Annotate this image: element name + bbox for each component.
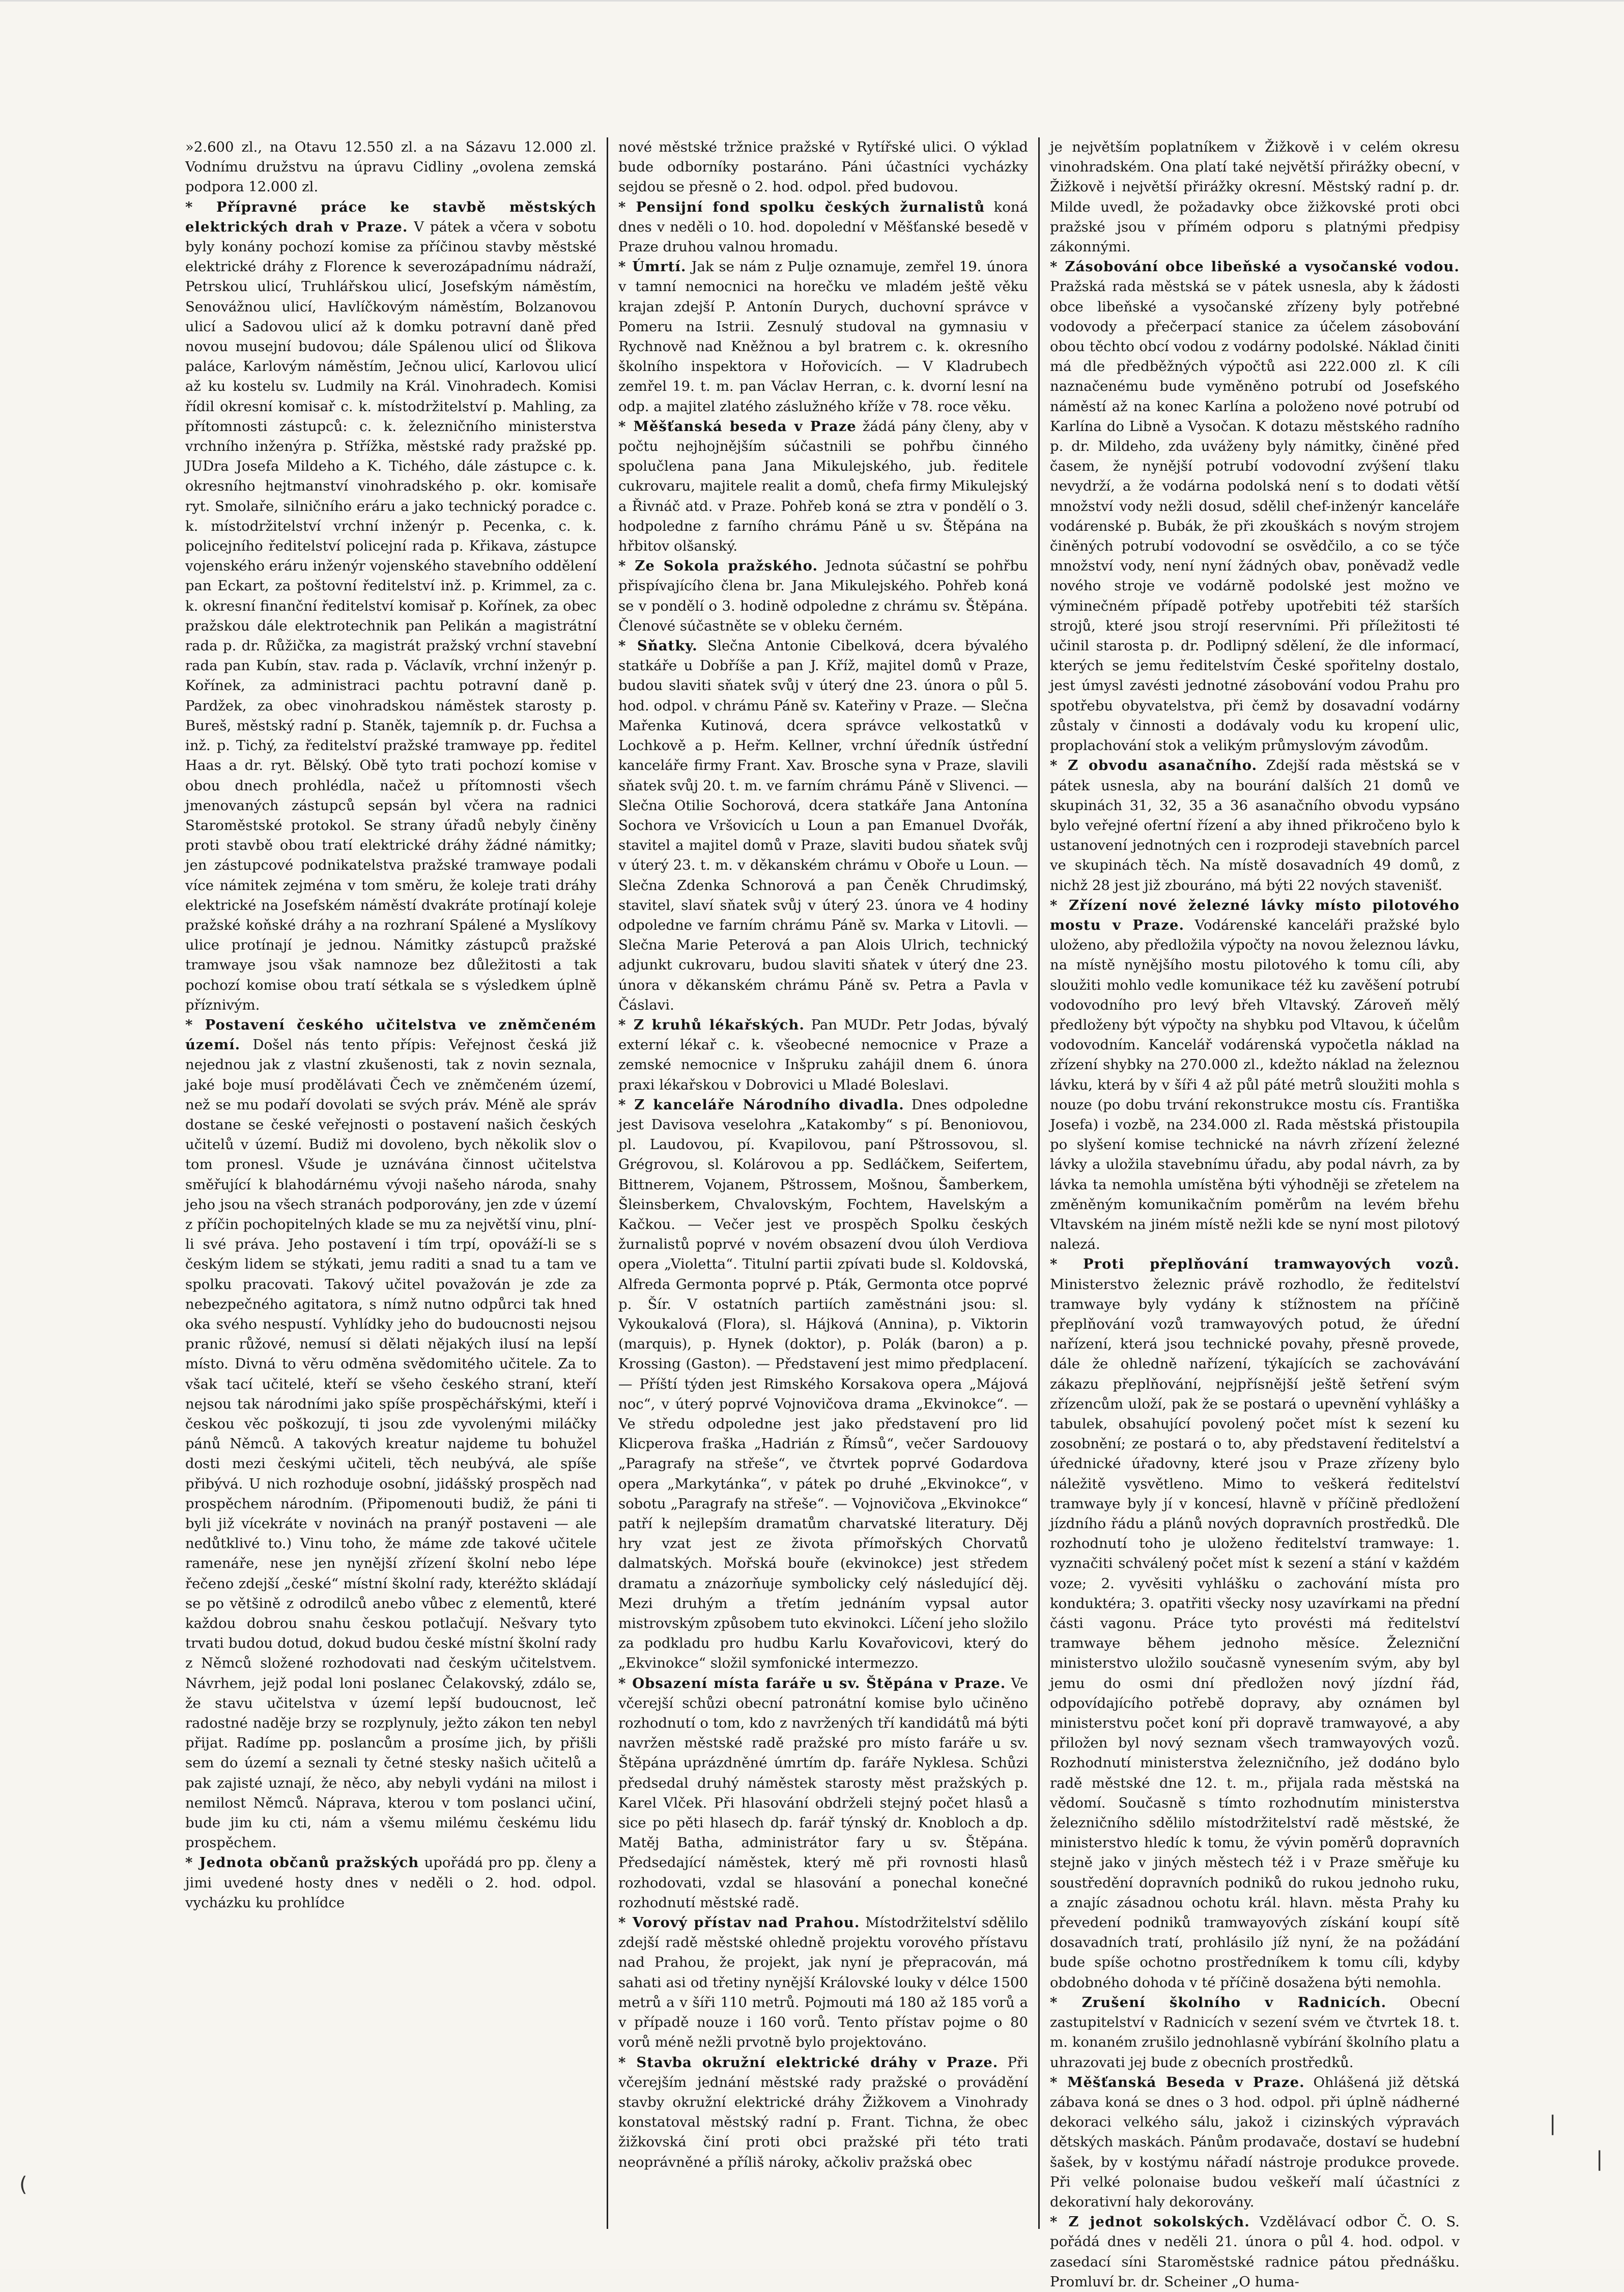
article-heading: * Jednota občanů pražských [185,1854,419,1871]
article-heading: * Zásobování obce libeňské a vysočanské vodou. [1050,259,1460,275]
article-heading: * Postavení českého učitelstva ve zněmčeném území. [185,1016,596,1053]
article-text: Jednota súčastní se pohřbu přispívajícího člena br. Jana Mikulejského. Pohřeb koná se v pondělí o 3. hodině odpoledne z chrámu sv. Štěpána. Členové súčastněte se v obleku černém. [618,558,1029,634]
article-heading: * Proti přeplňování tramwayových vozů. [1050,1256,1460,1273]
article-paragraph [618,197,1028,257]
article-text: Došel nás tento přípis: Veřejnost česká již nejednou jak z vlastní zkušenosti, tak z novin seznala, jaké boje musí prodělávati Čech ve zněmčeném území, než se mu podaří dovolati se svých práv. Méně ale správ dostane se české veřejnosti o postavení našich českých učitelů v území. Budiž mi dovoleno, bych několik slov o tom pronesl. Všude je uznávána činnost učitelstva směřující k blahodárnému vývoji našeho národa, snahy jeho jsou na všech stranách podporovány, jen zde v území z příčin pochopitelných klade se mu za největší vinu, plní-li své práva. Jeho postavení i tím trpí, opováží-li se s českým lidem se stýkati, jemu raditi a snad tu a tam ve spolku pracovati. Takový učitel považován je zde za nebezpečného agitatora, s nímž nutno odpůrci tak hned oka svého nespustí. Vyhlídky jeho do budoucnosti nejsou pranic růžové, nemusí si dělati nějakých ilusí na lepší místo. Divná to věru odměna svědomitého učitele. Za to však tací učitelé, kteří se všeho českého straní, kteří nejsou tak národními jako spíše prospěchářskými, kteří i českou věc poškozují, ti jsou zde vyvolenými miláčky pánů Němců. A takových kreatur najdeme tu bohužel dosti mezi českými učiteli, těch neubývá, ale spíše přibývá. U nich rozhoduje osobní, jidášský prospěch nad prospěchem národním. (Připomenouti budiž, že páni ti byli již vícekráte v novinách na pranýř postaveni — ale nedůtklivé to.) Vinu toho, že máme zde takové učitele ramenáře, nese jen nynější zřízení školní nebo lépe řečeno zdejší „české“ místní školní rady, kteréžto skládají se po většině z odrodilců anebo vůbec z elementů, které každou dobrou snahu českou potlačují. Nešvary tyto trvati budou dotud, dokud budou české místní školní rady z Němců složené rozhodovati nad českým učitelstvem. Návrhem, jejž podal loni poslanec Čelakovský, zdálo se, že stavu učitelstva v území lepší budoucnost, leč radostné naděje brzy se rozplynuly, ježto zákon ten nebyl přijat. Radíme pp. poslancům a prosíme jich, by přišli sem do území a seznali ty četné stesky našich učitelů a pak zajisté uznají, že něco, aby nebyli vydáni na milost i nemilost Němců. Náprava, kterou v tom poslanci učiní, bude jim ku cti, nám a všemu milému českému lidu prospěchem. [185,1037,596,1851]
article-heading: * Z obvodu asanačního. [1050,757,1258,774]
article-text: Pan MUDr. Petr Jodas, bývalý externí lékař c. k. všeobecné nemocnice v Praze a zemské nemocnice v Inšpruku zahájil dnem 6. února praxi lékařskou v Dobrovici u Mladé Boleslavi. [618,1016,1028,1093]
article-text: koná dnes v neděli o 10. hod. dopolední v Měšťanské besedě v Praze druhou valnou hromadu. [618,198,1028,255]
article-paragraph [1050,896,1460,1255]
article-paragraph [618,1913,1028,2052]
article-text: Vodárenské kanceláři pražské bylo uloženo, aby předložila výpočty na novou železnou lávku, na místě nynějšího mostu pilotového k tomu cíli, aby sloužiti mohlo vedle komunikace též ku zavěšení potrubí vodovodního pro levý břeh Vltavský. Zároveň mělý předloženy být výpočty na shybku pod Vltavou, k účelům vodovodním. Kancelář vodárenská vypočetla náklad na zřízení shybky na 270.000 zl., kdežto náklad na železnou lávku, která by v šíři 4 až půl páté metrů sloužiti mohla s nouze (po dobu trvání rekonstrukce mostu cís. Františka Josefa) i vozbě, na 234.000 zl. Rada městská přistoupila po slyšení komise technické na návrh zřízení železné lávky a uložila stavebnímu úřadu, aby podal návrh, za by lávka ta nemohla umístěna býti výhodněji se zřetelem na změněným komunikačním poměrům na levém břehu Vltavském na jiném místě nežli kde se nyní most pilotový nalezá. [1050,916,1460,1253]
article-paragraph [1050,2212,1460,2292]
article-text: Místodržitelství sdělilo zdejší radě městské ohledně projektu vorového přístavu nad Prahou, že projekt, jak nyní je přepracován, má sahati asi od třetiny nynější Královské louky v délce 1500 metrů a v šíři 110 metrů. Pojmouti má 180 až 185 vorů a v případě nouze i 160 vorů. Tento přístav pojme o 80 vorů méně nežli prvotně bylo projektováno. [618,1914,1028,2051]
article-paragraph [1050,1254,1460,1993]
article-paragraph [1050,137,1460,257]
article-paragraph [1050,257,1460,756]
article-text: Při včerejším jednání městské rady pražské o provádění stavby okružní elektrické dráhy Žižkovem a Vinohrady konstatoval městský radní p. Frant. Tichna, že obec žižkovská činí proti obci pražské při této trati neoprávněné a příliš nároky, ačkoliv pražská obec [618,2054,1028,2170]
article-paragraph [618,257,1028,417]
article-paragraph [185,197,596,1015]
article-text: Ve včerejší schůzi obecní patronátní komise bylo učiněno rozhodnutí o tom, kdo z navržených tří kandidátů má býti navržen městské radě pražské pro místo faráře u sv. Štěpána uprázdněné úmrtím dp. faráře Nyklesa. Schůzi předsedal druhý náměstek starosty měst pražských p. Karel Vlček. Při hlasování obdrželi stejný počet hlasů a sice po pěti hlasech dp. farář týnský dr. Knobloch a dp. Matěj Batha, administrátor fary u sv. Štěpána. Předsedající náměstek, který mě při rovnosti hlasů rozhodovati, vzdal se hlasování a ponechal konečné rozhodnutí městské radě. [618,1675,1028,1911]
article-text: je největším poplatníkem v Žižkově i v celém okresu vinohradském. Ona platí také největší přirážky obecní, v Žižkově i největší přirážky okresní. Městský radní p. dr. Milde uvedl, že požadavky obce žižkovské proti obci pražské jsou v přímém odporu s platnými předpisy zákonnými. [1050,139,1460,255]
article-heading: * Přípravné práce ke stavbě městských elektrických drah v Praze. [185,198,596,235]
page-edge [0,0,1624,2]
article-paragraph [618,556,1028,636]
article-text: Pražská rada městská se v pátek usnesla, aby k žádosti obce libeňské a vysočanské zřízeny byly potřebné vodovody a přečerpací stanice za účelem zásobování obou těchto obcí vodou z vodárny podolské. Náklad činiti má dle předběžných výpočtů asi 222.000 zl. K cíli naznačenému bude vyměněno potrubí od Josefského náměstí až na konec Karlína a položeno nové potrubí od Karlína do Libně a Vysočan. K dotazu městského radního p. dr. Mildeho, zda uváženy byly námitky, činěné před časem, že nynější potrubí vodovodní zvýšení tlaku nevydrží, a že vodárna podolská není s to dodati větší množství vody nežli dosud, sdělil chef-inženýr kanceláře vodárenské p. Bubák, že při zkouškách s novým strojem činěných potrubí vodovodní se osvědčilo, a co se týče množství vody, není nyní žádných obav, poněvadž vedle nového stroje ve vodárně podolské jest možno ve výminečném případě potřeby upotřebiti též starších strojů, které jsou strojí reservními. Při příležitosti té učinil starosta p. dr. Podlipný sdělení, že dle informací, kterých se jemu ředitelstvím České spořitelny dostalo, jest úmysl zavésti jednotné zásobování vodou Prahu pro spotřebu obyvatelstva, při čemž by dosavadní vodárny zůstaly v činnosti a dodávaly vodu ku kropení ulic, proplachování stok a velikým průmyslovým závodům. [1050,278,1460,754]
margin-mark-right: | [1549,2112,1556,2135]
article-heading: * Měšťanská beseda v Praze [618,418,857,435]
article-heading: * Stavba okružní elektrické dráhy v Praze. [618,2054,999,2071]
margin-mark-left: ( [19,2173,27,2196]
article-text: Vzdělávací odbor Č. O. S. pořádá dnes v neděli 21. února o půl 4. hod. odpol. v zasedací síni Staroměstské radnice pátou přednášku. Promluví br. dr. Scheiner „O huma- [1050,2214,1460,2290]
article-paragraph [618,636,1028,1015]
article-heading: * Z kruhů lékařských. [618,1016,805,1033]
article-heading: * Z jednot sokolských. [1050,2214,1250,2230]
article-paragraph [1050,2073,1460,2212]
text-columns [175,137,1470,2290]
column-1 [175,137,607,2229]
article-heading: * Pensijní fond spolku českých žurnalistů [618,198,985,215]
article-text: žádá pány členy, aby v počtu nejhojnějším súčastnili se pohřbu činného spolučlena pana Jana Mikulejského, jub. ředitele cukrovaru, majitele realit a domů, chefa firmy Mikulejský a Řivnáč atd. v Praze. Pohřeb koná se ztra v pondělí o 3. hodpoledne z farního chrámu Páně u sv. Štěpána na hřbitov olšanský. [618,418,1029,555]
article-paragraph [618,2053,1028,2172]
article-text: Ohlášená již dětská zábava koná se dnes o 3 hod. odpol. při úplně nádherné dekoraci velkého sálu, jakož i cizinských výpravách dětských maskách. Pánům prodavače, dostaví se hudební šašek, by v kostýmu nářadí nástroje produkce provede. Při velké polonaise budou veškeří malí účastníci z dekorativní haly dekorovány. [1050,2074,1460,2210]
article-heading: * Obsazení místa faráře u sv. Štěpána v Praze. [618,1675,1006,1692]
article-text: Zdejší rada městská se v pátek usnesla, aby na bourání dalších 21 domů ve skupinách 31, 32, 35 a 36 asanačního obvodu vypsáno bylo veřejné ofertní řízení a aby ihned přikročeno bylo k ustanovení jednotných cen i rozprodeji stavebních parcel ve skupinách těch. Na místě dosavadních 49 domů, z nichž 28 jest již zbouráno, má býti 22 nových stavenišť. [1050,757,1460,894]
column-2 [607,137,1038,2229]
article-heading: * Vorový přístav nad Prahou. [618,1914,860,1931]
article-heading: * Zrušení školního v Radnicích. [1050,1994,1387,2011]
article-paragraph [185,1853,596,1913]
article-text: V pátek a včera v sobotu byly konány pochozí komise za příčinou stavby městské elektrické dráhy z Florence k severozápadnímu nádraží, Petrskou ulicí, Truhlářskou ulicí, Josefským náměstím, Senovážnou ulicí, Havlíčkovým náměstím, Bolzanovou ulicí a Sadovou ulicí až k domku potravní daně před novou musejní budovou; dále Spálenou ulicí od Šlikova paláce, Karlovým náměstím, Ječnou ulicí, Karlovou ulicí až ku kostelu sv. Ludmily na Král. Vinohradech. Komisi řídil okresní komisař c. k. místodržitelství p. Mahling, za přítomnosti zástupců: c. k. železničního ministerstva vrchního inženýra p. Střížka, městské rady pražské pp. JUDra Josefa Mildeho a K. Tichého, dále zástupce c. k. okresního hejtmanství vinohradského p. okr. komisaře ryt. Smolaře, silničního eráru a jako technický poradce c. k. místodržitelství vrchní inženýr p. Pecenka, c. k. policejního ředitelství policejní rada p. Křikava, zástupce vojenského eráru inženýr vojenského stavebního oddělení pan Eckart, za poštovní ředitelství inž. p. Krimmel, za c. k. okresní finanční ředitelství komisař p. Kořínek, za obec pražskou dále elektrotechnik pan Pelikán a magistrátní rada p. dr. Růžička, za magistrát pražský vrchní stavební rada pan Kubín, stav. rada p. Václavík, vrchní inženýr p. Kořínek, za administraci pachtu potravní daně p. Pardžek, za obec vinohradskou náměstek starosty p. Bureš, městský radní p. Staněk, tajemník p. dr. Fuchsa a inž. p. Tichý, za ředitelství pražské tramwaye pp. ředitel Haas a dr. ryt. Bělský. Obě tyto trati pochozí komise v obou dnech prohlédla, načež u přítomnosti všech jmenovaných zástupců sepsán byl včera na radnici Staroměstské protokol. Se strany úřadů nebyly činěny proti stavbě obou tratí elektrické dráhy žádné námitky; jen zástupcové podnikatelstva pražské tramwaye podali více námitek zejména v tom směru, že koleje trati dráhy elektrické na Josefském náměstí dvakráte protínají koleje pražské koňské dráhy a na rozhraní Spálené a Myslíkovy ulice protínají je jednou. Námitky zástupců pražské tramwaye jsou však namnoze bez důležitosti a tak pochozí komise obou tratí sétkala se s výsledkem úplně příznivým. [185,218,596,1013]
article-paragraph [185,137,596,197]
article-heading: * Ze Sokola pražského. [618,558,818,575]
article-text: Ministerstvo železnic právě rozhodlo, že ředitelství tramwaye byly vydány k stížnostem na příčině přeplňování vozů tramwayových potud, že úřední nařízení, která jsou technické povahy, přesně provede, dále že ohledně nařízení, týkajících se zachovávání zákazu přeplňování, nejpřísnější ještě šetření svým zřízencům uloží, pak že se postará o upevnění vyhlášky a tabulek, obsahující povolený počet míst k sezení ku zosobnění; ze postará o to, aby představení ředitelství a úřednické úřadovny, které jsou v Praze zřízeny bylo náležitě vysvětleno. Mimo to veškerá ředitelství tramwaye byly jí v koncesí, hlavně v příčině předložení jízdního řádu a plánů nových dopravních prostředků. Dle rozhodnutí toho je uloženo ředitelství tramwaye: 1. vyznačiti schválený počet míst k sezení a stání v každém voze; 2. vyvěsiti vyhlášku o zachování místa pro konduktéra; 3. opatřiti všecky nosy uzavírkami na přední části vagonu. Práce tyto provésti má ředitelství tramwaye během jednoho měsíce. Železniční ministerstvo uložilo současně vynesením svým, aby byl jemu do osmi dní předložen nový jízdní řád, odpovídajícího potřebě dopravy, aby oznámen byl ministerstvu počet koní při dopravě tramwayové, a aby přiložen byl nový seznam všech tramwayových vozů. Rozhodnutí ministerstva železničního, jež dodáno bylo radě městské dne 12. t. m., přijala rada městská na vědomí. Současně s tímto rozhodnutím ministerstva železničního sdělilo místodržitelství radě městské, že ministerstvo hledíc k tomu, že vývin poměrů dopravních stejně jako v jiných městech též i v Praze směřuje ku soustředění dopravních podniků do rukou jednoho ruku, a znajíc zásadnou ochotu král. hlavn. města Prahy ku převedení podniků tramwayových získání koupí sítě dosavadních tratí, prohlásilo jíž nyní, že na požádání bude spíše ochotno prostředníkem k tomu cíli, kdyby obdobného dohoda v té příčině dosažena býti nemohla. [1050,1276,1460,1991]
article-paragraph [618,1095,1028,1674]
article-paragraph [185,1015,596,1853]
article-text: nové městské tržnice pražské v Rytířské ulici. O výklad bude odborníky postaráno. Páni účastníci vycházky sejdou se přesně o 2. hod. odpol. před budovou. [618,139,1028,195]
article-heading: * Z kanceláře Národního divadla. [618,1096,904,1113]
article-paragraph [1050,1993,1460,2073]
article-text: Slečna Antonie Cibelková, dcera bývalého statkáře u Dobříše a pan J. Kříž, majitel domů v Praze, budou slaviti sňatek svůj v úterý dne 23. února o půl 5. hod. odpol. v chrámu Páně sv. Kateřiny v Praze. — Slečna Mařenka Kutinová, dcera správce velkostatků v Lochkově a p. Heřm. Kellner, vrchní úředník ústřední kanceláře firmy Frant. Xav. Brosche syna v Praze, slavili sňatek svůj 20. t. m. ve farním chrámu Páně v Slivenci. — Slečna Otilie Sochorová, dcera statkáře Jana Antonína Sochora ve Vršovicích u Loun a pan Emanuel Dvořák, stavitel a majitel domů v Praze, slaviti budou sňatek svůj v úterý 23. t. m. v děkanském chrámu v Oboře u Loun. — Slečna Zdenka Schnorová a pan Čeněk Chrudimský, stavitel, slaví sňatek svůj v úterý 23. února ve 4 hodiny odpoledne ve farním chrámu Páně sv. Marka v Litovli. — Slečna Marie Peterová a pan Alois Ulrich, technický adjunkt cukrovaru, budou slaviti sňatek v úterý dne 23. února v děkanském chrámu Páně sv. Petra a Pavla v Čáslavi. [618,638,1029,1013]
article-paragraph [618,417,1028,556]
article-text: Obecní zastupitelství v Radnicích v sezení svém ve čtvrtek 18. t. m. konaném zrušilo jednohlasně vybírání školního platu a uhrazovati jej bude z obecních prostředků. [1050,1994,1460,2071]
article-paragraph [618,137,1028,197]
article-heading: * Úmrtí. [618,259,687,275]
article-heading: * Sňatky. [618,638,698,654]
article-text: »2.600 zl., na Otavu 12.550 zl. a na Sázavu 12.000 zl. Vodnímu družstvu na úpravu Cidliny „ovolena zemská podpora 12.000 zl. [185,139,596,195]
article-paragraph [618,1674,1028,1913]
column-3 [1038,137,1470,2290]
margin-mark-right-outer: | [1596,2147,1603,2171]
article-text: Dnes odpoledne jest Davisova veselohra „Katakomby“ s pí. Benoniovou, pl. Laudovou, pí. Kvapilovou, paní Pštrossovou, sl. Grégrovou, sl. Kolárovou a pp. Sedláčkem, Seifertem, Bittnerem, Vojanem, Pštrossem, Mošnou, Šamberkem, Šleinsberkem, Chvalovským, Fochtem, Havelským a Kačkou. — Večer jest ve prospěch Spolku českých žurnalistů poprvé v novém obsazení dvou úloh Verdiova opera „Violetta“. Titulní partii zpívati bude sl. Koldovská, Alfreda Germonta poprvé p. Pták, Germonta otce poprvé p. Šír. V ostatních partiích zaměstnáni jsou: sl. Vykoukalová (Flora), sl. Hájková (Annina), p. Viktorin (marquis), p. Hynek (doktor), p. Polák (baron) a p. Krossing (Gaston). — Představení jest mimo předplacení. — Příští týden jest Rimského Korsakova opera „Májová noc“, v úterý poprvé Vojnovičova drama „Ekvinokce“. — Ve středu odpoledne jest jako představení pro lid Klicperova fraška „Hadrián z Římsů“, večer Sardouovy „Paragrafy na střeše“, ve čtvrtek poprvé Godardova opera „Markytánka“, v pátek po druhé „Ekvinokce“, v sobotu „Paragrafy na střeše“. — Vojnovičova „Ekvinokce“ patří k nejlepším dramatům charvatské literatury. Děj hry vzat jest ze života přímořských Chorvatů dalmatských. Mořská bouře (ekvinokce) jest středem dramatu a znázorňuje symbolicky celý následující děj. Mezi druhým a třetím jednáním vypsal autor mistrovským způsobem tuto ekvinokci. Líčení jeho složilo za podkladu pro hudbu Karlu Kovařovicovi, který do „Ekvinokce“ složil symfonické intermezzo. [618,1096,1028,1672]
article-paragraph [618,1015,1028,1095]
article-paragraph [1050,756,1460,895]
article-heading: * Zřízení nové železné lávky místo pilotového mostu v Praze. [1050,897,1460,933]
article-text: Jak se nám z Pulje oznamuje, zemřel 19. února v tamní nemocnici na horečku ve mladém ještě věku krajan zdejší P. Antonín Durych, duchovní správce v Pomeru na Istrii. Zesnulý studoval na gymnasiu v Rychnově nad Kněžnou a byl bratrem c. k. okresního školního inspektora v Hořovicích. — V Kladrubech zemřel 19. t. m. pan Václav Herran, c. k. dvorní lesní na odp. a majitel zlatého záslužného kříže v 78. roce věku. [618,259,1028,415]
article-text: upořádá pro pp. členy a jimi uvedené hosty dnes v neděli o 2. hod. odpol. vycházku ku prohlídce [185,1854,596,1911]
article-heading: * Měšťanská Beseda v Praze. [1050,2074,1305,2090]
